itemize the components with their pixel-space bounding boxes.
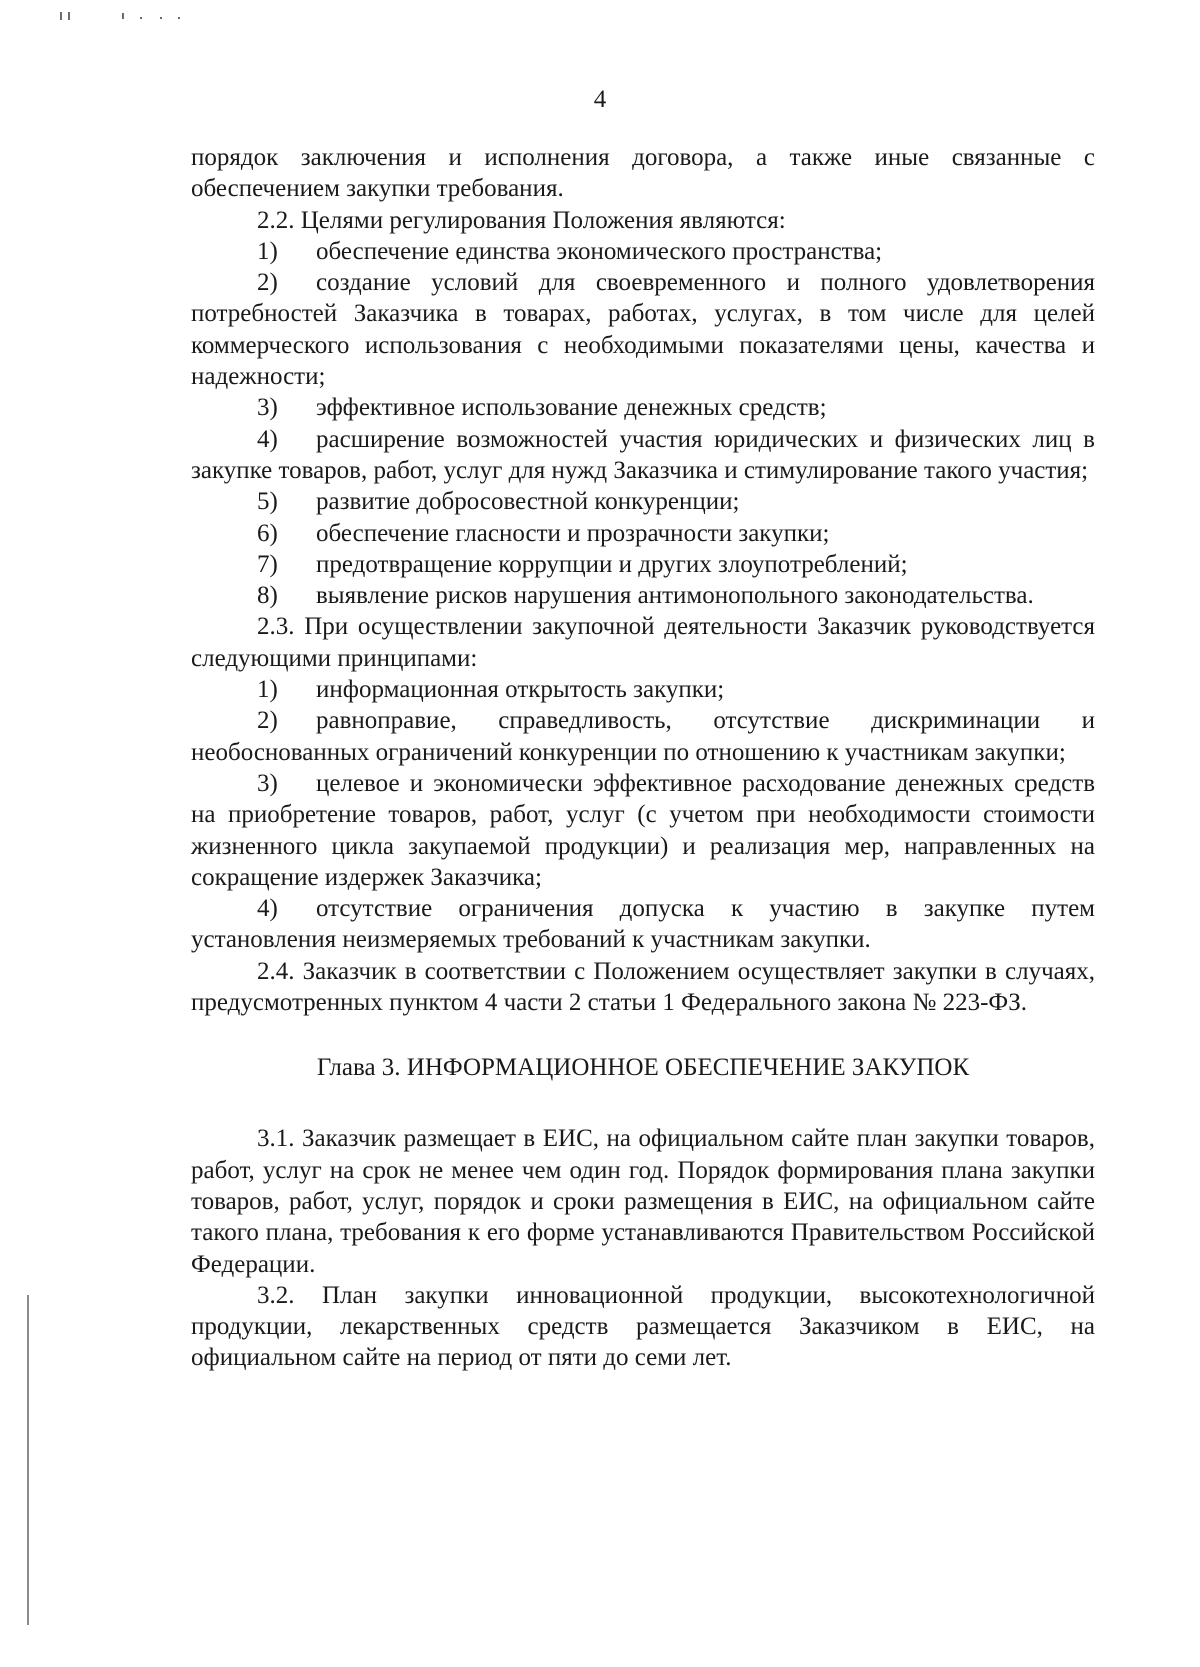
- paragraph-2-4: 2.4. Заказчик в соответствии с Положением осуществляет закупки в случаях, предусмотренных пунктом 4 части 2 статьи 1 Федерального закона № 223-ФЗ.: [191, 957, 1095, 1017]
- list-item: [191, 674, 1095, 705]
- list-item-number: 8): [257, 582, 278, 610]
- list-item: [191, 580, 1095, 611]
- list-item-number: 2): [257, 269, 278, 297]
- list-item-text: эффективное использование денежных средств;: [316, 394, 827, 422]
- list-item-text: отсутствие ограничения допуска к участию в закупке путем установления неизмеряемых требований к участникам закупки.: [191, 895, 1095, 954]
- list-item-text: обеспечение единства экономического пространства;: [316, 237, 883, 265]
- list-item: [191, 518, 1095, 549]
- list-item-number: 6): [257, 519, 278, 547]
- chapter-heading: Глава 3. ИНФОРМАЦИОННОЕ ОБЕСПЕЧЕНИЕ ЗАКУПОК: [316, 1054, 970, 1082]
- scan-artifact-top: [68, 12, 70, 20]
- list-item-number: 3): [257, 769, 278, 797]
- list-item-number: 2): [257, 707, 278, 735]
- list-item-text: равноправие, справедливость, отсутствие дискриминации и необоснованных ограничений конкуренции по отношению к участникам закупки;: [191, 707, 1095, 766]
- list-item: [191, 893, 1095, 956]
- list-item-number: 3): [257, 394, 278, 422]
- scan-artifact-left-edge: [27, 1295, 29, 1625]
- list-item: [191, 424, 1095, 487]
- list-item: [191, 768, 1095, 893]
- list-item: [191, 392, 1095, 423]
- list-2-2: [191, 236, 1095, 612]
- list-item: [191, 549, 1095, 580]
- list-item: [191, 236, 1095, 267]
- scan-artifact-top: [140, 17, 142, 19]
- paragraph-continuation: порядок заключения и исполнения договора, а также иные связанные с обеспечением закупки требования.: [191, 144, 1095, 203]
- paragraph-2-3: 2.3. При осуществлении закупочной деятельности Заказчик руководствуется следующими принципами:: [191, 613, 1095, 672]
- scan-artifact-top: [178, 17, 180, 19]
- page-number: 4: [593, 86, 607, 113]
- scan-artifact-top: [122, 13, 124, 19]
- list-item-text: предотвращение коррупции и других злоупотреблений;: [316, 550, 908, 578]
- scan-artifact-top: [160, 17, 162, 19]
- list-item-number: 4): [257, 425, 278, 453]
- list-item-text: выявление рисков нарушения антимонопольного законодательства.: [316, 582, 1034, 610]
- paragraph-2-2: 2.2. Целями регулирования Положения являются:: [257, 206, 786, 234]
- list-item: [191, 267, 1095, 392]
- list-item-number: 5): [257, 488, 278, 516]
- paragraph-3-2: 3.2. План закупки инновационной продукции, высокотехнологичной продукции, лекарственных средств размещается Заказчиком в ЕИС, на официальном сайте на период от пяти до семи лет.: [191, 1281, 1095, 1372]
- list-item-number: 7): [257, 550, 278, 578]
- list-item-number: 1): [257, 676, 278, 704]
- list-item: [191, 486, 1095, 517]
- list-item-number: 1): [257, 237, 278, 265]
- paragraph-3-1: 3.1. Заказчик размещает в ЕИС, на официальном сайте план закупки товаров, работ, услуг на срок не менее чем один год. Порядок формирования плана закупки товаров, работ, услуг, порядок и сроки размещения в ЕИС, на официальном сайте такого плана, требования к его форме устанавливаются Правительством Российской Федерации.: [191, 1125, 1095, 1278]
- list-item-text: развитие добросовестной конкуренции;: [316, 488, 740, 516]
- list-item-text: расширение возможностей участия юридических и физических лиц в закупке товаров, работ, услуг для нужд Заказчика и стимулирование такого участия;: [191, 425, 1095, 484]
- list-item: [191, 705, 1095, 768]
- list-item-text: целевое и экономически эффективное расходование денежных средств на приобретение товаров, работ, услуг (с учетом при необходимости стоимости жизненного цикла закупаемой продукции) и реализация мер, направленных на сокращение издержек Заказчика;: [191, 769, 1095, 891]
- document-body: [191, 142, 1095, 1374]
- list-item-number: 4): [257, 895, 278, 923]
- list-item-text: обеспечение гласности и прозрачности закупки;: [316, 519, 830, 547]
- list-item-text: информационная открытость закупки;: [316, 676, 725, 704]
- list-item-text: создание условий для своевременного и полного удовлетворения потребностей Заказчика в товарах, работах, услугах, в том числе для целей коммерческого использования с необходимыми показателями цены, качества и надежности;: [191, 269, 1095, 391]
- scan-artifact-top: [60, 12, 62, 20]
- list-2-3: [191, 674, 1095, 956]
